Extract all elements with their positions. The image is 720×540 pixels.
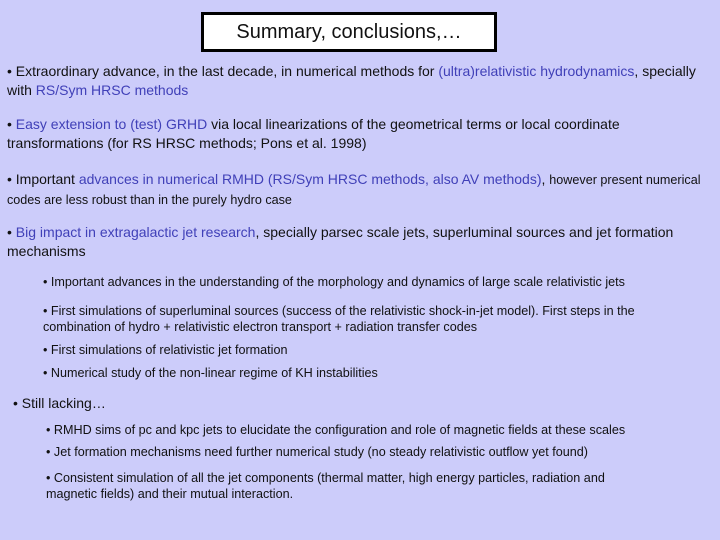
- sub-bullet-morphology: • Important advances in the understanding of the morphology and dynamics of large scale relativistic jets: [43, 275, 625, 289]
- slide-title: Summary, conclusions,…: [201, 12, 497, 52]
- text: • Important: [7, 171, 79, 187]
- text: •: [7, 116, 16, 132]
- text: • Extraordinary advance, in the last decade, in numerical methods for: [7, 63, 439, 79]
- highlight: Easy extension to (test) GRHD: [15, 116, 208, 132]
- text: ,: [541, 171, 550, 187]
- sub-bullet-jet-formation-study: • Jet formation mechanisms need further numerical study (no steady relativistic outflow yet found): [46, 445, 588, 459]
- highlight: (ultra)relativistic hydrodynamics: [438, 63, 635, 79]
- highlight: advances in numerical RMHD (RS/Sym HRSC methods, also AV methods): [78, 171, 542, 187]
- bullet-jet-research: [7, 223, 712, 261]
- bullet-grhd-extension: [7, 115, 712, 153]
- bullet-numerical-advance: [7, 62, 712, 100]
- small-text: however present numerical codes are less robust than in the purely hydro case: [7, 173, 701, 207]
- sub-bullet-rmhd-sims: • RMHD sims of pc and kpc jets to elucidate the configuration and role of magnetic fields at these scales: [46, 423, 626, 437]
- sub-bullet-consistent-simulation: • Consistent simulation of all the jet components (thermal matter, high energy particles, radiation and magnetic fields) and their mutual interaction.: [46, 471, 605, 501]
- highlight: RS/Sym HRSC methods: [35, 82, 189, 98]
- highlight: Big impact in extragalactic jet research: [15, 224, 256, 240]
- text: via local linearizations of the geometrical terms or local coordinate transformations (for RS HRSC methods; Pons et al. 1998): [7, 116, 620, 151]
- text: , specially parsec scale jets, superluminal sources and jet formation mechanisms: [7, 224, 674, 259]
- text: , specially with: [7, 63, 696, 98]
- sub-bullet-superluminal: • First simulations of superluminal sources (success of the relativistic shock-in-jet model). First steps in the combination of hydro + relativistic electron transport + radiation transfer codes: [43, 304, 635, 334]
- sub-bullet-jet-formation: • First simulations of relativistic jet formation: [43, 343, 288, 357]
- sub-bullet-kh-instabilities: • Numerical study of the non-linear regime of KH instabilities: [43, 366, 378, 380]
- bullet-still-lacking: • Still lacking…: [13, 395, 106, 411]
- bullet-rmhd-advances: [7, 170, 712, 210]
- text: •: [7, 224, 16, 240]
